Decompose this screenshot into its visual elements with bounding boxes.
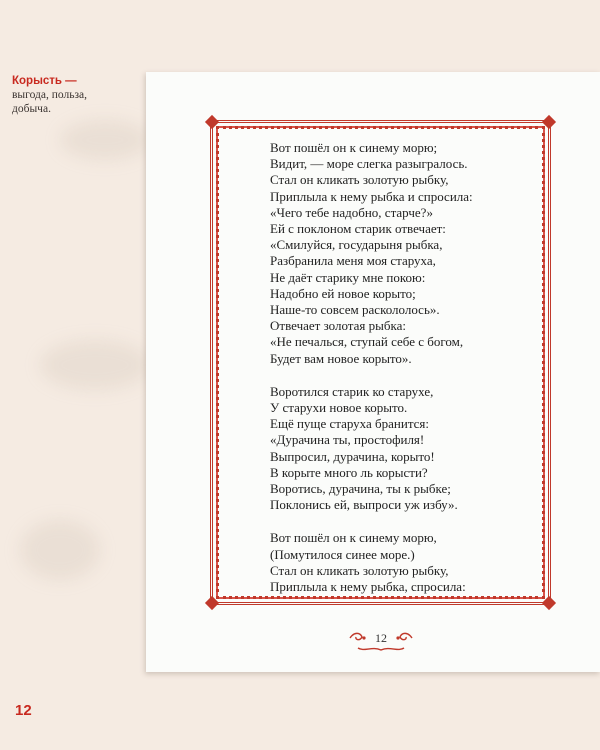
poem-line: Воротись, дурачина, ты к рыбке; (270, 481, 451, 497)
page-number: 12 (15, 702, 32, 719)
glossary-term: Корысть — (12, 75, 77, 87)
book-page (146, 72, 600, 672)
poem-line: Будет вам новое корыто». (270, 350, 412, 366)
poem-line: «Чего тебе надобно, старче?» (270, 204, 433, 220)
poem-line: «Не печалься, ступай себе с богом, (270, 334, 464, 350)
poem-line: Ей с поклоном старик отвечает: (270, 221, 446, 237)
poem-line: Надобно ей новое корыто; (270, 285, 416, 301)
poem-line: Выпросил, дурачина, корыто! (270, 448, 435, 464)
poem-stanza (270, 384, 550, 514)
folio-number: 12 (375, 631, 387, 645)
glossary-note (12, 74, 142, 116)
poem-line: Вот пошёл он к синему морю, (270, 530, 437, 546)
poem-stanza (270, 140, 550, 367)
poem-line: Стал он кликать золотую рыбку, (270, 562, 449, 578)
glossary-definition-line: выгода, польза, (12, 89, 87, 101)
poem-line: Отвечает золотая рыбка: (270, 318, 406, 334)
poem-line: Видит, — море слегка разыгралось. (270, 156, 468, 172)
poem-line: Не даёт старику мне покою: (270, 269, 426, 285)
poem-line: «Дурачина ты, простофиля! (270, 432, 425, 448)
poem-line: Воротился старик ко старухе, (270, 383, 434, 399)
folio-ornament (346, 628, 416, 654)
poem-line: Приплыла к нему рыбка, спросила: (270, 579, 466, 595)
poem-line: Наше-то совсем раскололось». (270, 302, 440, 318)
poem-line: У старухи новое корыто. (270, 400, 408, 416)
poem-line: Стал он кликать золотую рыбку, (270, 172, 449, 188)
poem-line: Разбранила меня моя старуха, (270, 253, 436, 269)
poem-line: «Смилуйся, государыня рыбка, (270, 237, 443, 253)
poem-line: В корыте много ль корысти? (270, 464, 428, 480)
poem-text (270, 140, 550, 612)
poem-line: Вот пошёл он к синему морю; (270, 140, 438, 155)
poem-line: Приплыла к нему рыбка и спросила: (270, 188, 473, 204)
poem-line: Ещё пуще старуха бранится: (270, 416, 430, 432)
poem-line: (Помутилося синее море.) (270, 546, 415, 562)
poem-stanza (270, 530, 550, 595)
glossary-definition-line: добыча. (12, 103, 51, 115)
poem-line: Поклонись ей, выпроси уж избу». (270, 497, 458, 513)
